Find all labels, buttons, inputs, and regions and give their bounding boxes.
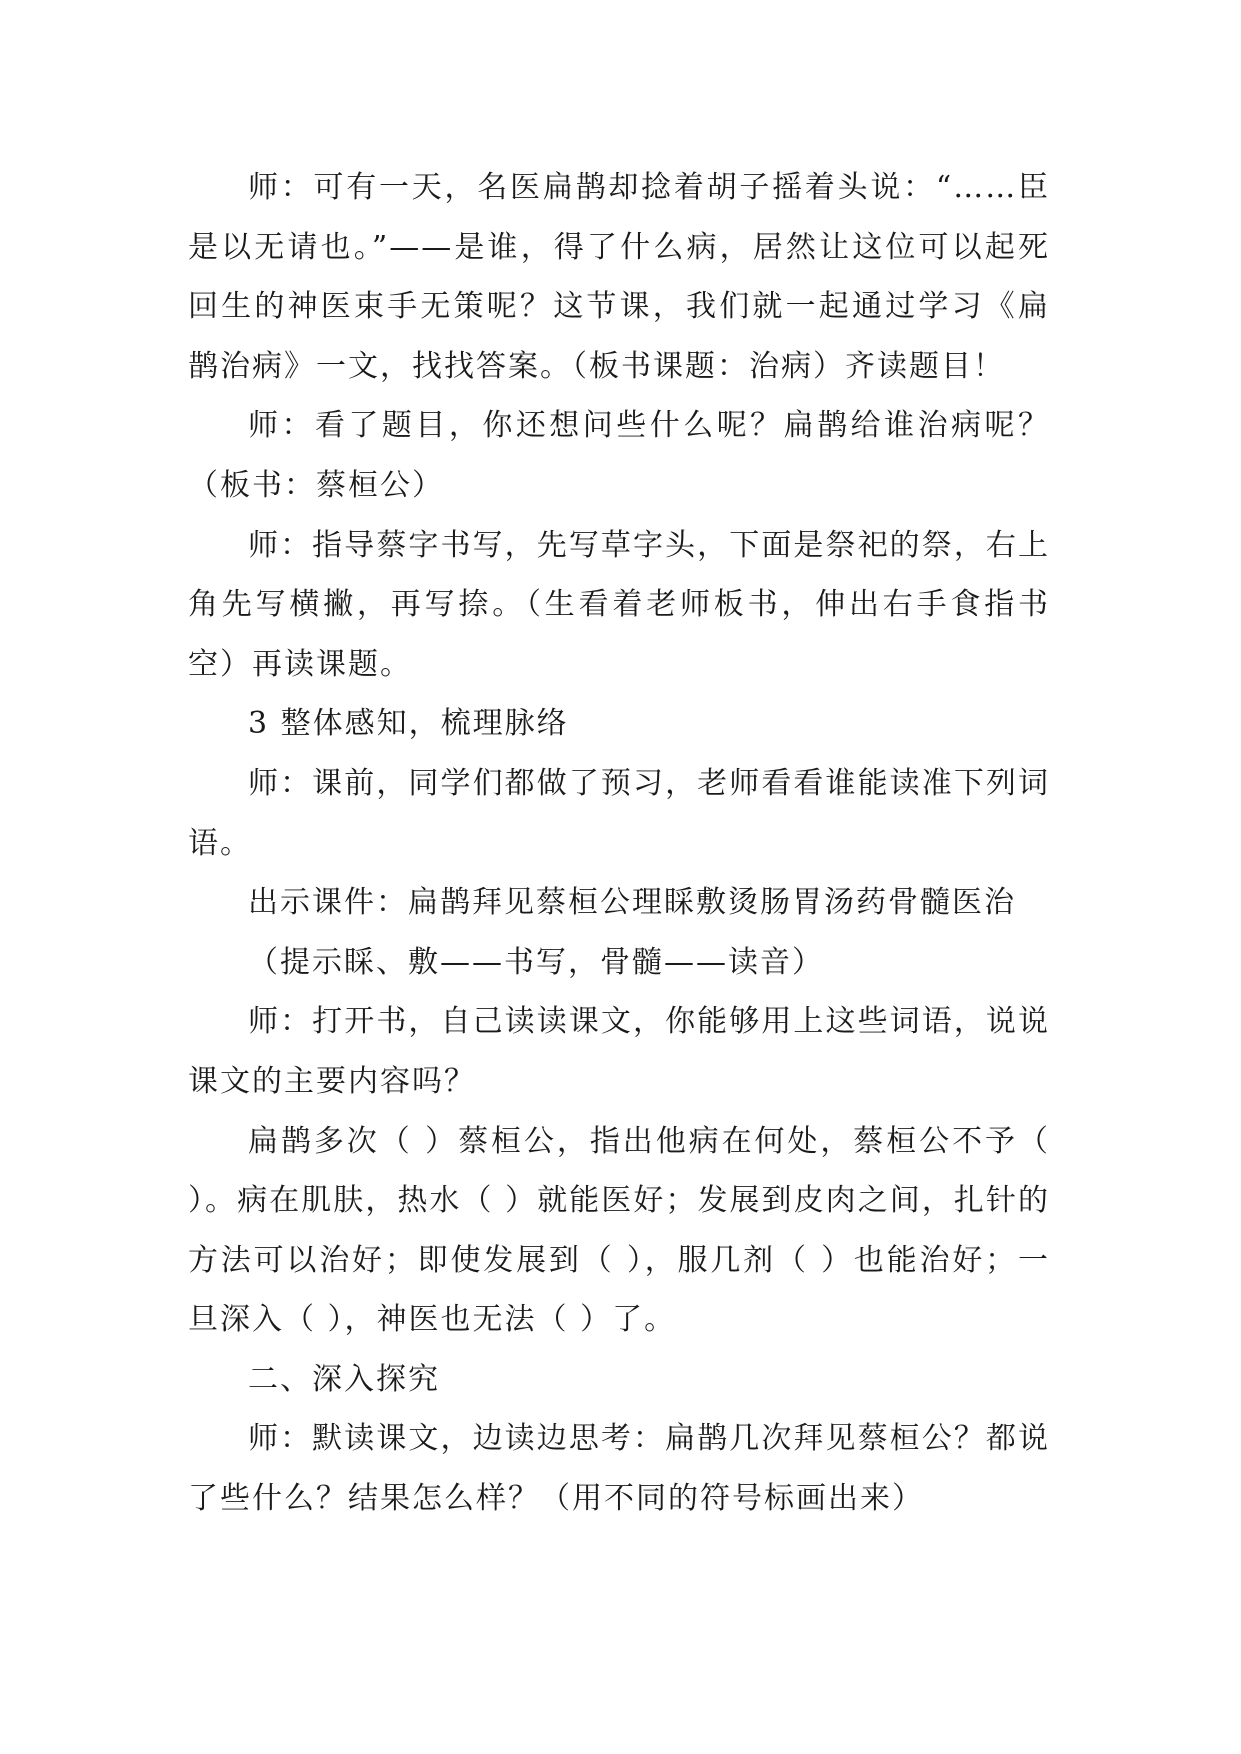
- section-heading-explore: 二、深入探究: [248, 1361, 440, 1397]
- paragraph-fill-blanks: 扁鹊多次（ ）蔡桓公，指出他病在何处，蔡桓公不予（ ）。病在肌肤，热水（ ）就能医好；发展到皮肉之间，扎针的方法可以治好；即使发展到（ ），服几剂（ ）也能治好；一旦深入（ ），神医也无法（ ）了。: [188, 1123, 1050, 1338]
- paragraph-writing-guide: 师：指导蔡字书写，先写草字头，下面是祭祀的祭，右上角先写横撇，再写捺。（生看着老师板书，伸出右手食指书空）再读课题。: [188, 527, 1050, 682]
- paragraph-hint: （提示睬、敷——书写，骨髓——读音）: [248, 944, 824, 980]
- paragraph-silent-reading: 师：默读课文，边读边思考：扁鹊几次拜见蔡桓公？都说了些什么？结果怎么样？（用不同的符号标画出来）: [188, 1421, 1050, 1517]
- paragraph-intro: 师：可有一天，名医扁鹊却捻着胡子摇着头说：“……臣是以无请也。”——是谁，得了什么病，居然让这位可以起死回生的神医束手无策呢？这节课，我们就一起通过学习《扁鹊治病》一文，找找答案。（板书课题：治病）齐读题目！: [188, 170, 1050, 384]
- paragraph-courseware: 出示课件：扁鹊拜见蔡桓公理睬敷烫肠胃汤药骨髓医治: [248, 885, 1016, 921]
- section-heading-overview: 3 整体感知，梳理脉络: [248, 706, 569, 742]
- document-body: [188, 158, 1050, 1529]
- paragraph-question: 师：看了题目，你还想问些什么呢？扁鹊给谁治病呢？（板书：蔡桓公）: [188, 408, 1050, 503]
- paragraph-preview: 师：课前，同学们都做了预习，老师看看谁能读准下列词语。: [188, 765, 1050, 861]
- paragraph-read-text: 师：打开书，自己读读课文，你能够用上这些词语，说说课文的主要内容吗？: [188, 1004, 1050, 1099]
